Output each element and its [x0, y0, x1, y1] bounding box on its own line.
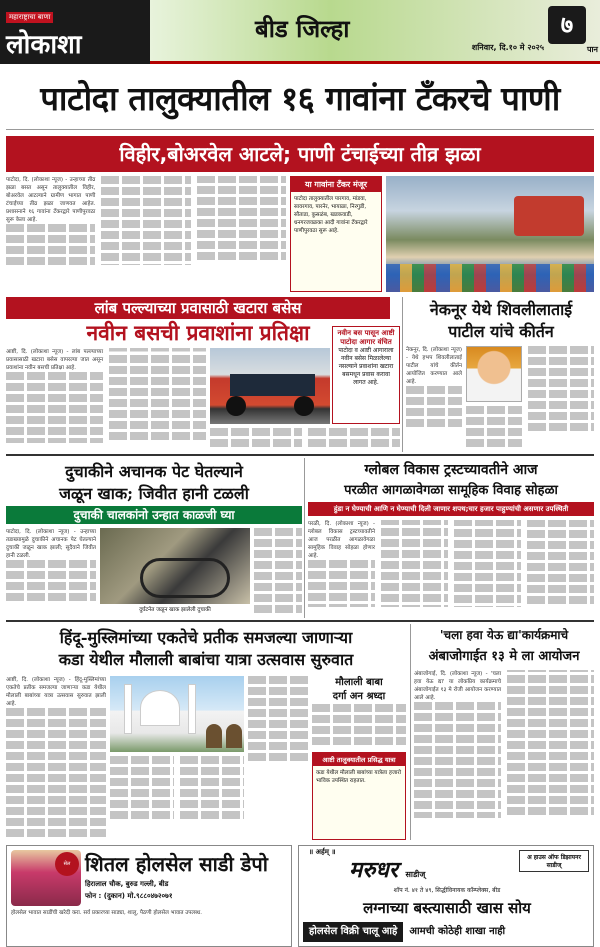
sale-badge: सेल: [55, 852, 79, 876]
kirtan-body-2: [528, 346, 594, 450]
bus-kicker: लांब पल्ल्याच्या प्रवासाठी खटारा बसेस: [6, 297, 390, 319]
page-number: ७: [548, 6, 586, 44]
yatra-headline-1: हिंदू-मुस्लिमांच्या एकतेचे प्रतीक समजल्या जाणाऱ्या: [59, 628, 353, 647]
ad-right-slogan: लग्नाच्या बस्त्यासाठी खास सोय: [363, 899, 531, 917]
lead-body-text: पाटोदा, दि. (लोकाशा न्यूज) - उन्हाच्या तीव्र झळा बसत असून तालुक्यातील विहीर, बोअरवेल आटल्याने ग्रामीण भागात पाणी टंचाईच्या तीव्र झळा जाणवत आहेत. प्रशासनाने १६ गावांना टँकरद्वारे पाणीपुरवठा सुरू केला आहे.: [6, 177, 96, 223]
yatra-box-title: आष्टी तालुक्यातील प्रसिद्ध यात्रा: [313, 753, 405, 766]
yatra-headline-2: कडा येथील मौलाली बाबांचा यात्रा उत्सवास सुरुवात: [58, 650, 354, 669]
logo-tagline: महाराष्ट्राचा बाणा: [6, 12, 53, 23]
ad-right-address: शॉप नं. ४१ ते ४९, सिद्धीविनायक कॉम्प्लेक्स, बीड: [393, 887, 501, 894]
tanker-box-text: पाटोदा तालुक्यातील पारगाव, मांडवा, सावरगाव, पारनेर, भायाळा, निरगुडी, सौताडा, कुसळंब, खडकवाडी, धनगरजवळका आदी गावांना टँकरद्वारे पाणीपुरवठा सुरू आहे.: [294, 196, 368, 234]
accident-strip: दुचाकी चालकांनो उन्हात काळजी घ्या: [6, 506, 302, 524]
tanker-villages-box: [290, 176, 382, 292]
chala-headline-2: अंबाजोगाईत १३ मे ला आयोजन: [428, 649, 580, 664]
accident-headline-1: दुचाकीने अचानक पेट घेतल्याने: [65, 462, 243, 481]
kirtan-body: नेकनूर, दि. (लोकाशा न्यूज) - येथे हभप शिवलीलाताई पाटील यांचे कीर्तन आयोजित करण्यात आले आहे.: [406, 346, 462, 450]
bus-callout-title: नवीन बस पासून आष्टी पाटोदा आगार वंचित: [337, 329, 395, 346]
accident-photo: [100, 528, 250, 604]
tanker-box-title: या गावांना टँकर मंजूर: [291, 177, 381, 192]
ad-marudhar-saree[interactable]: [298, 845, 594, 947]
ad-left-fineprint: होलसेल भावात साडींची खरेदी करा. सर्व प्रकारच्या साड्या, शालू, पैठणी होलसेल भावात उपलब्ध.: [11, 910, 202, 916]
lead-body: [6, 176, 286, 292]
kirtan-portrait: [466, 346, 522, 402]
kirtan-headline-2: पाटील यांचे कीर्तन: [448, 322, 554, 341]
bus-body: आष्टी, दि. (लोकाशा न्यूज) - लांब पल्ल्याच्या प्रवासासाठी खटारा बसेस वापरल्या जात असून प्रवाशांना नवीन बसची प्रतिक्षा आहे.: [6, 348, 206, 448]
bus-headline: नवीन बसची प्रवाशांना प्रतिक्षा: [86, 320, 310, 345]
wholesale-label: होलसेल विक्री चालू आहे: [303, 922, 403, 942]
ad-shital-saree[interactable]: [6, 845, 292, 947]
yatra-body: आष्टी, दि. (लोकाशा न्यूज) - हिंदू-मुस्लिमांच्या एकतेचे प्रतीक समजल्या जाणाऱ्या कडा येथील मौलाली बाबांच्या यात्रा उत्सवास सुरुवात झाली आहे.: [6, 676, 106, 840]
accident-headline-2: जळून खाक; जिवीत हानी टळली: [59, 484, 249, 503]
ad-left-phone: फोन : (दुकान) मो.९८८०४७२०७१: [85, 892, 173, 900]
district-banner: [150, 0, 600, 64]
dargah-photo: [110, 676, 244, 752]
yatra-side-title-2: दर्गा अन श्रध्दा: [332, 691, 386, 702]
ad-left-address: हिरालाल चौक, बुरुड गल्ली, बीड: [85, 880, 169, 888]
ad-left-brand: शितल होलसेल साडी डेपो: [85, 852, 268, 876]
wedding-headline-2: परळीत आगळावेगळा सामूहिक विवाह सोहळा: [344, 483, 558, 498]
lead-subhead: विहीर,बोअरवेल आटले; पाणी टंचाईच्या तीव्र झळा: [6, 136, 594, 172]
accident-body: पाटोदा, दि. (लोकाशा न्यूज) - उन्हाच्या तडाख्यामुळे दुचाकीने अचानक पेट घेतल्याने दुचाकी जळून खाक झाली; सुदैवाने जिवीत हानी टळली.: [6, 528, 96, 614]
bus-callout-box: [332, 326, 400, 424]
newspaper-logo: [0, 0, 150, 64]
kirtan-headline-1: नेकनूर येथे शिवलीलाताई: [429, 300, 573, 319]
bus-callout-text: पाटोदा व आष्टी आगाराला नवीन बसेस मिळालेल्या नसल्याने प्रवाशांना खटारा बसमधून प्रवास करावा लागत आहे.: [338, 347, 394, 386]
bus-photo: [210, 348, 330, 424]
brand-name: लोकाशा: [6, 30, 82, 60]
chala-body: अंबाजोगाई, दि. (लोकाशा न्यूज) - 'चला हवा येऊ द्या' या लोकप्रिय कार्यक्रमाचे अंबाजोगाईत १३ मे रोजी आयोजन करण्यात आले आहे.: [414, 670, 594, 840]
lead-headline: पाटोदा तालुक्यातील १६ गावांना टँकरचे पाणी: [6, 68, 594, 130]
accident-caption: दुर्घटनेत जळून खाक झालेली दुचाकी: [139, 607, 211, 613]
ad-right-brand: मरुधर साडीज्: [349, 857, 426, 883]
masthead: [0, 0, 600, 64]
ad-right-om: ॥ अर्हम् ॥: [309, 848, 336, 856]
bus-body-cont: [210, 428, 400, 448]
wedding-body: परळी, दि. (लोकाशा न्यूज) - ग्लोबल विकास ट्रस्टच्यावतीने आज परळीत आगळावेगळा सामूहिक विवाह सोहळा होणार आहे.: [308, 520, 594, 616]
yatra-info-box: [312, 752, 406, 840]
yatra-side-title-1: मौलाली बाबा: [335, 677, 383, 688]
wedding-strip: हुंडा न घेण्याची आणि न घेण्याची दिली जाणार शपथ;चार हजार पाहुण्यांची असणार उपस्थिती: [308, 502, 594, 516]
yatra-box-text: कडा येथील मौलाली बाबांच्या यात्रेला हजारो भाविक उपस्थित राहतात.: [316, 770, 402, 784]
page-label: पान: [586, 45, 598, 54]
wedding-headline-1: ग्लोबल विकास ट्रस्टच्यावतीने आज: [364, 462, 538, 478]
tanker-photo: [386, 176, 594, 292]
district-title: बीड जिल्हा: [255, 14, 350, 43]
ad-right-house: अ हाउस ऑफ डिझायनर साडीज्: [519, 850, 589, 872]
ad-right-strip: [303, 922, 591, 942]
no-branch-label: आमची कोठेही शाखा नाही: [409, 926, 506, 937]
chala-headline-1: 'चला हवा येऊ द्या'कार्यक्रमाचे: [439, 628, 569, 642]
issue-date: शनिवार, दि.१० मे २०२५: [471, 43, 544, 52]
